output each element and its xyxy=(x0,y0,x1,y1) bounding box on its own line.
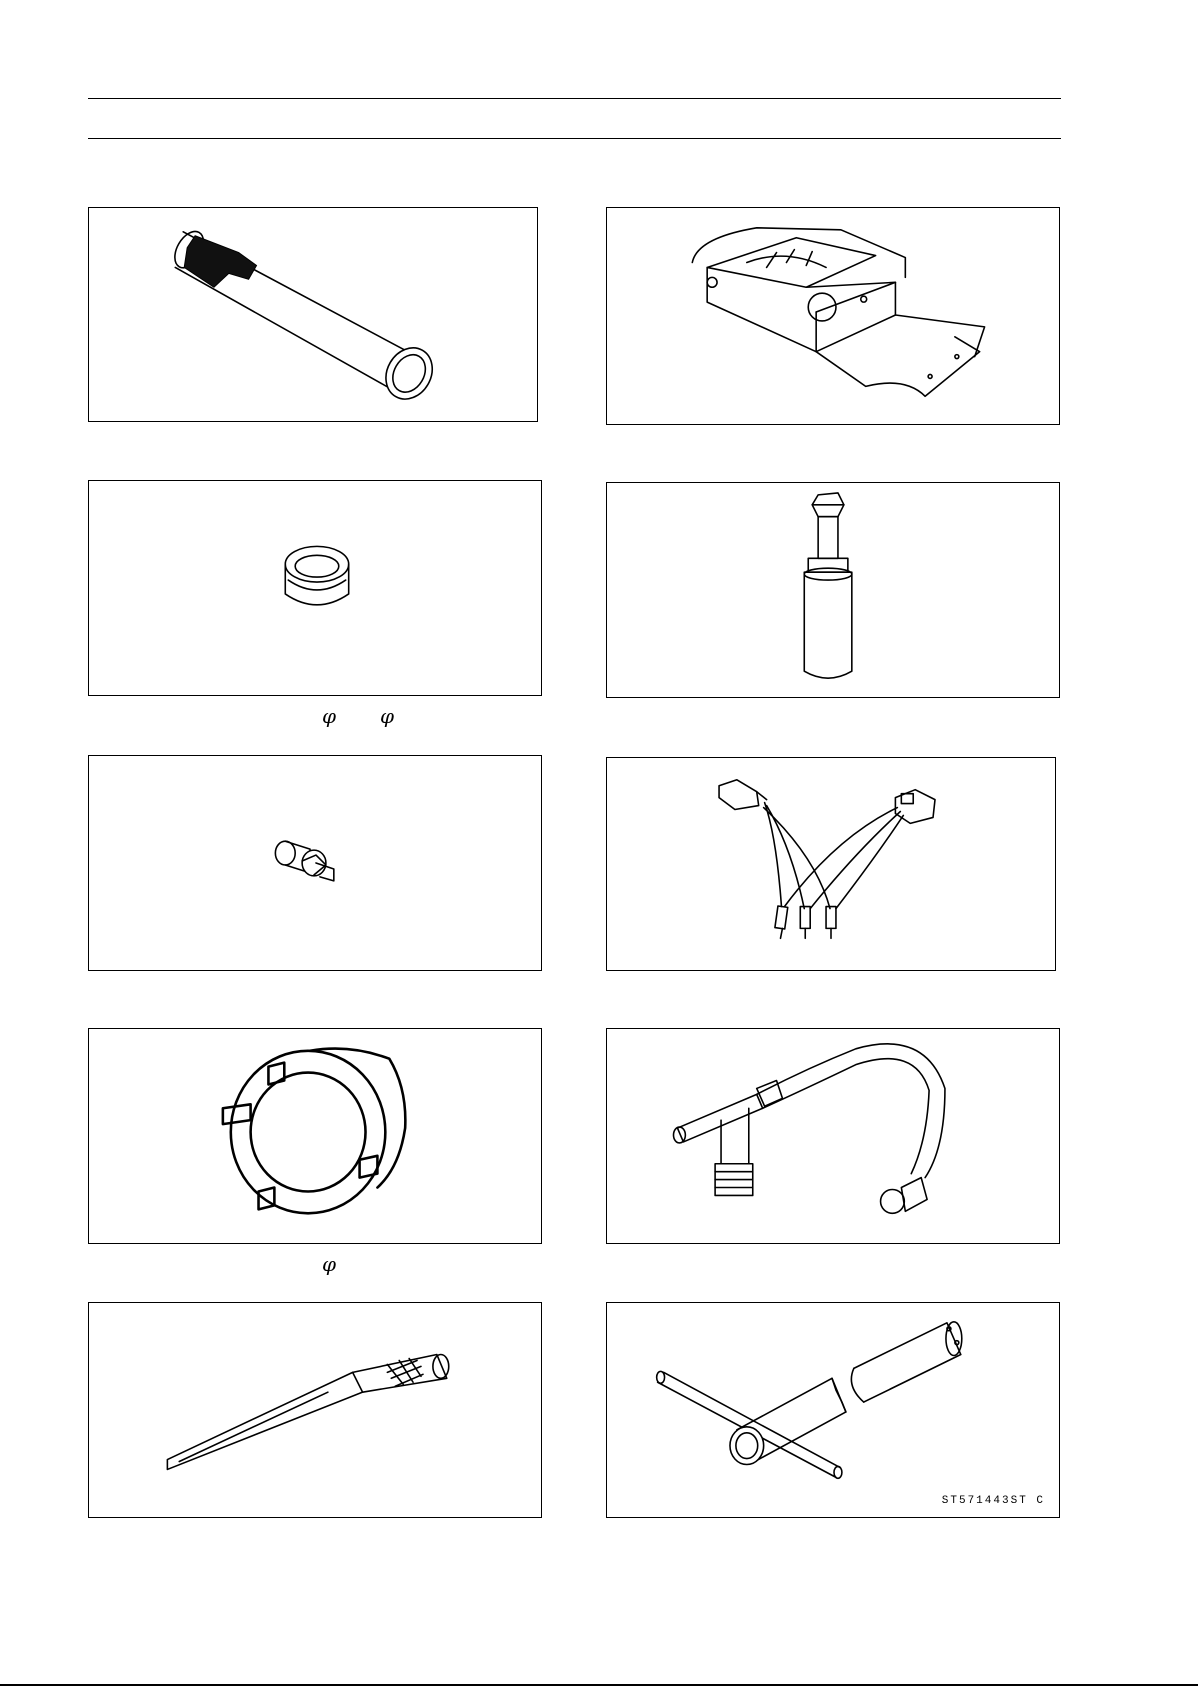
tool-illustration-bearing-puller xyxy=(606,482,1060,698)
tool-illustration-compression-gauge-adapter xyxy=(606,1028,1060,1244)
chisel-icon xyxy=(89,1303,541,1517)
footer-rule xyxy=(0,1684,1198,1686)
adapter-icon xyxy=(89,756,541,970)
lead-wire-icon xyxy=(607,758,1055,970)
t-handle-icon xyxy=(607,1303,1059,1517)
gauge-adapter-hose-icon xyxy=(607,1029,1059,1243)
diameter-symbol-a: φ xyxy=(322,704,337,728)
bearing-driver-icon xyxy=(89,481,541,695)
header-rule-bottom xyxy=(88,138,1061,139)
tool-illustration-t-handle xyxy=(606,1302,1060,1518)
header-rule-top xyxy=(88,98,1061,99)
tool-illustration-bearing-driver xyxy=(88,480,542,696)
bearing-puller-icon xyxy=(607,483,1059,697)
diameter-symbol-b: φ xyxy=(380,704,395,728)
diameter-symbol-c: φ xyxy=(322,1252,337,1276)
tool-illustration-hand-tester xyxy=(606,207,1060,425)
stem-nut-wrench-icon xyxy=(89,1029,541,1243)
illustration-code: ST571443ST C xyxy=(941,1495,1045,1507)
tool-illustration-lead-wire xyxy=(606,757,1056,971)
tool-illustration-chisel xyxy=(88,1302,542,1518)
pipe-driver-icon xyxy=(89,208,537,421)
tool-illustration-adapter xyxy=(88,755,542,971)
tool-illustration-steering-stem-nut-wrench xyxy=(88,1028,542,1244)
tool-illustration-pipe-driver xyxy=(88,207,538,422)
hand-tester-icon xyxy=(607,208,1059,424)
